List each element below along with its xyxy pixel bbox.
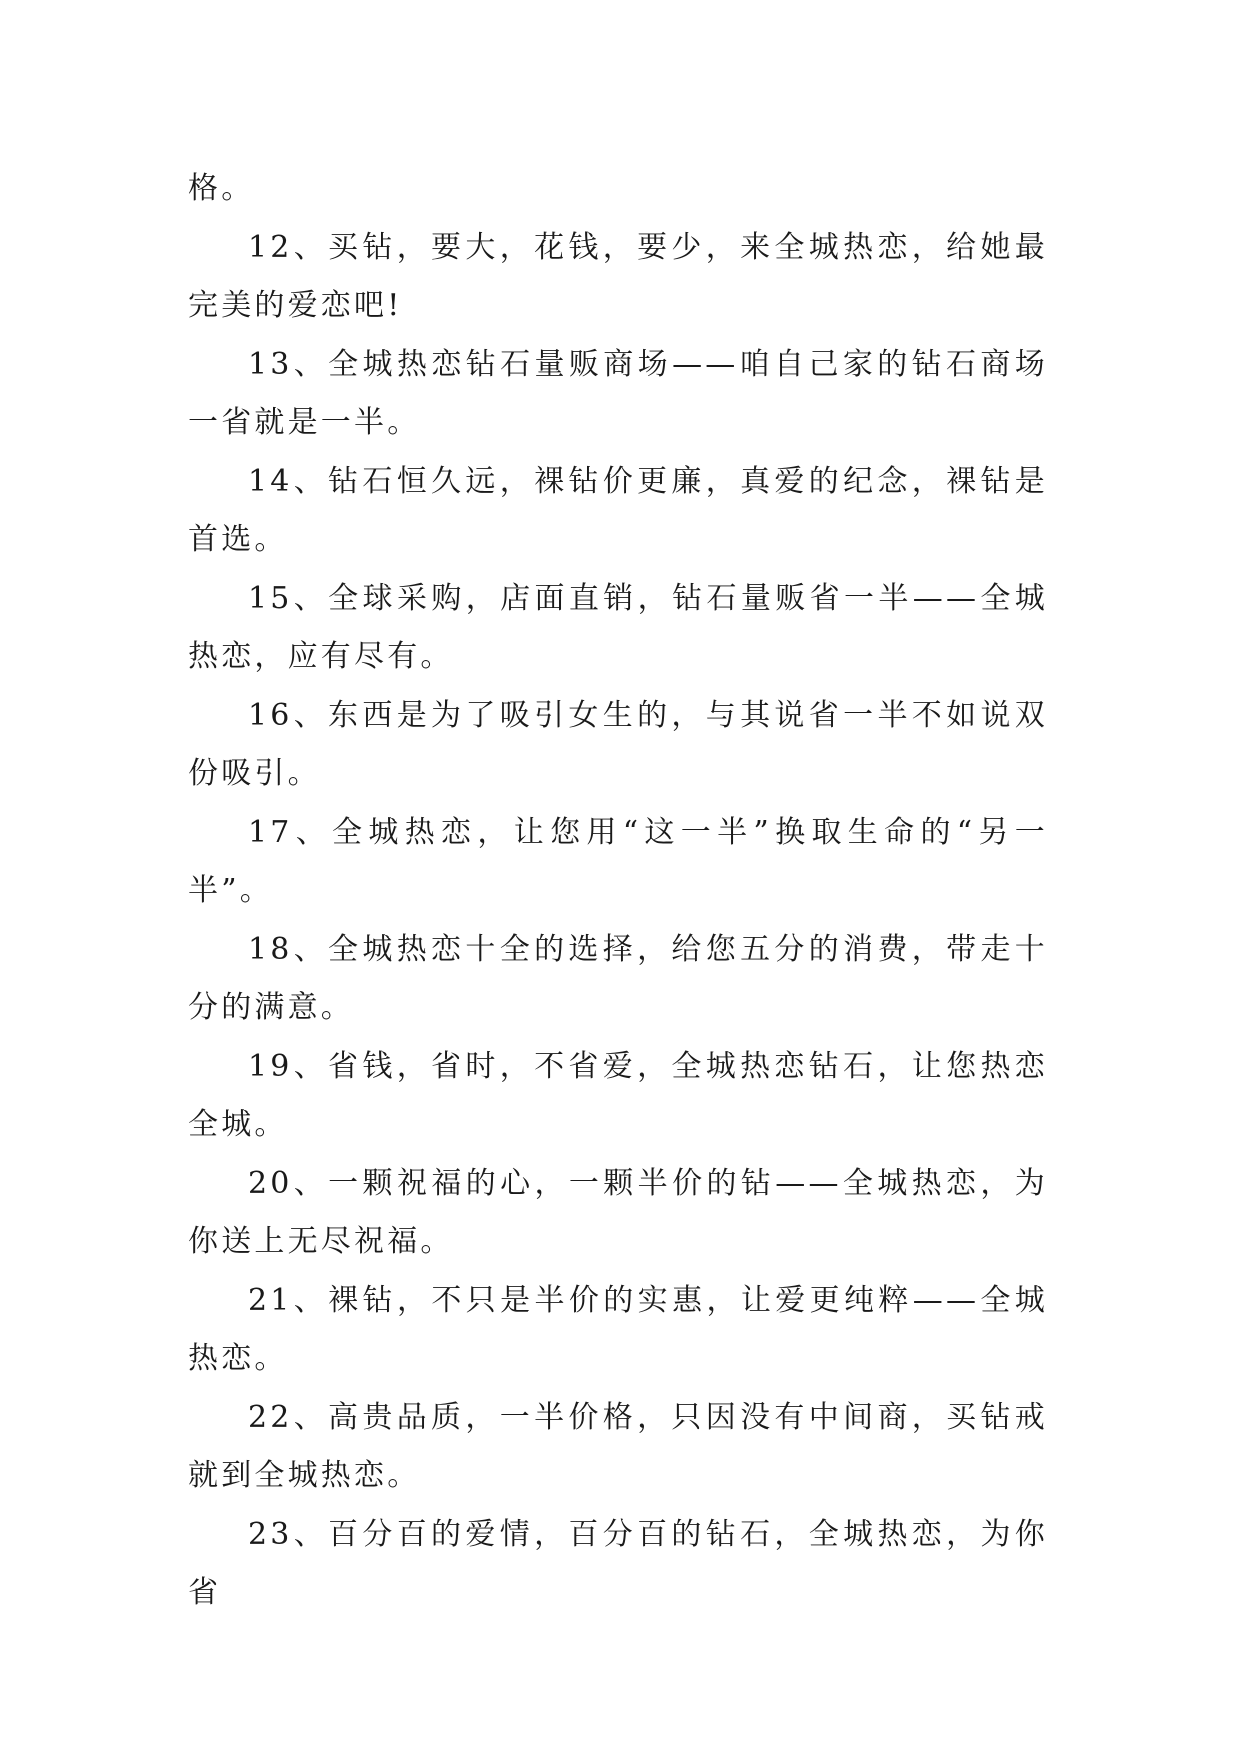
paragraph-item-19: 19、省钱，省时，不省爱，全城热恋钻石，让您热恋全城。 [188, 1048, 1048, 1142]
paragraph-item-17: 17、全城热恋，让您用“这一半”换取生命的“另一半”。 [188, 814, 1048, 908]
paragraph-item-18: 18、全城热恋十全的选择，给您五分的消费，带走十分的满意。 [188, 931, 1048, 1025]
paragraph-item-23: 23、百分百的爱情，百分百的钻石，全城热恋，为你省 [188, 1516, 1048, 1610]
paragraph-item-21: 21、裸钻，不只是半价的实惠，让爱更纯粹——全城热恋。 [188, 1282, 1048, 1376]
paragraph-continuation: 格。 [188, 171, 255, 206]
paragraph-item-14: 14、钻石恒久远，裸钻价更廉，真爱的纪念，裸钻是首选。 [188, 463, 1048, 557]
paragraph-item-13: 13、全城热恋钻石量贩商场——咱自己家的钻石商场一省就是一半。 [188, 346, 1048, 440]
paragraph-item-16: 16、东西是为了吸引女生的，与其说省一半不如说双份吸引。 [188, 697, 1048, 791]
paragraph-item-20: 20、一颗祝福的心，一颗半价的钻——全城热恋，为你送上无尽祝福。 [188, 1165, 1048, 1259]
paragraph-item-15: 15、全球采购，店面直销，钻石量贩省一半——全城热恋，应有尽有。 [188, 580, 1048, 674]
paragraph-item-22: 22、高贵品质，一半价格，只因没有中间商，买钻戒就到全城热恋。 [188, 1399, 1048, 1493]
body-text [188, 160, 1048, 1623]
paragraph-item-12: 12、买钻，要大，花钱，要少，来全城热恋，给她最完美的爱恋吧! [188, 229, 1048, 323]
